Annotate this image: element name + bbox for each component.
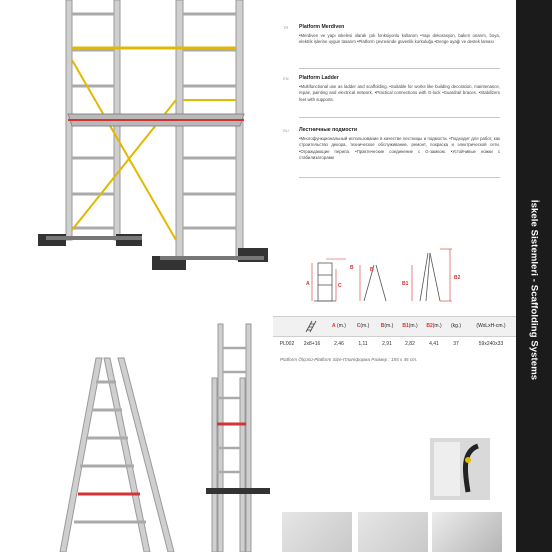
cell-b: 2,91 [382,341,392,347]
ladder-icon [304,320,318,333]
dim-label-a: A [306,281,310,287]
section-body: •Merdiven ve yapı iskelesi olarak çok fonksiyonlu kullanım •Yapı dekorasyon, bakım onarım, boya, elektrik işlerine uygun tasarım •Platform çevresinde güvenlik korkuluğu •Denge ayağı ve destek laması [299,33,500,45]
dim-label-b2: B2 [454,275,461,281]
dimension-diagrams [290,245,490,307]
detail-photo-hook [430,438,490,500]
cell-b2: 4,41 [429,341,439,347]
cell-steps: 2x8+16 [303,341,321,347]
sidebar [516,0,552,552]
header-c: C(m.) [356,323,370,329]
section-title: Platform Ladder [299,75,339,81]
cell-dimensions: 59x240x33 [478,341,504,347]
section-en [283,73,500,125]
section-title: Лестничные подмости [299,127,358,133]
divider [299,68,500,69]
section-tr [283,22,500,74]
dim-label-b: B [370,267,374,273]
dim-label-b-small: B [350,265,354,271]
section-title: Platform Merdiven [299,24,345,30]
detail-photo-2 [358,512,428,552]
header-b: B(m.) [380,323,394,329]
header-b2: B2(m.) [426,323,442,329]
language-code: EN [283,76,289,81]
section-body: •Многофункциональный использование в качестве лестницы и подмости. •Подходит для работ, как строительство декора, техническое обслуживание, ремонт, покраска и электрической сети. •Ограждающие перила. •Практические соединение с G-замком. •Устойчивые ножки с стабилизаторами [299,136,500,161]
header-a: A (m.) [332,323,346,329]
language-code: RU [283,128,289,133]
language-code: TR [283,25,289,30]
cell-b1: 2,82 [405,341,415,347]
spec-table-row [273,338,516,350]
header-b1: B1(m.) [402,323,418,329]
divider [299,117,500,118]
cell-a: 2,46 [334,341,344,347]
divider [299,177,500,178]
detail-photo-3 [432,512,502,552]
dim-label-b1: B1 [402,281,409,287]
platform-size-note: Platform Ölçüsü-Platform Size-Платформа Размер : 155 x 45 cm. [280,357,418,362]
detail-photo-1 [282,512,352,552]
ladder-variants-illustration [0,318,280,552]
cell-weight: 37 [453,341,459,347]
spec-table-header [273,316,516,337]
platform-ladder-illustration [0,0,275,280]
sidebar-title: İskele Sistemleri - Scaffolding Systems [528,199,540,381]
dim-label-c: C [338,283,342,289]
header-weight: (kg.) [451,323,461,329]
section-body: •Multifunctional use as ladder and scaffolding. •Suitable for works like building decoration, maintenance, repair, painting and electrical network. •Practical connections with G-lock •Guardrail braces. •Stabilizers feet with supports. [299,84,500,102]
section-ru [283,125,500,181]
cell-c: 1,11 [358,341,368,347]
header-dimensions: (WxLxH-cm.) [476,323,506,329]
hook-icon [430,438,490,500]
cell-model: PL002 [279,341,295,347]
